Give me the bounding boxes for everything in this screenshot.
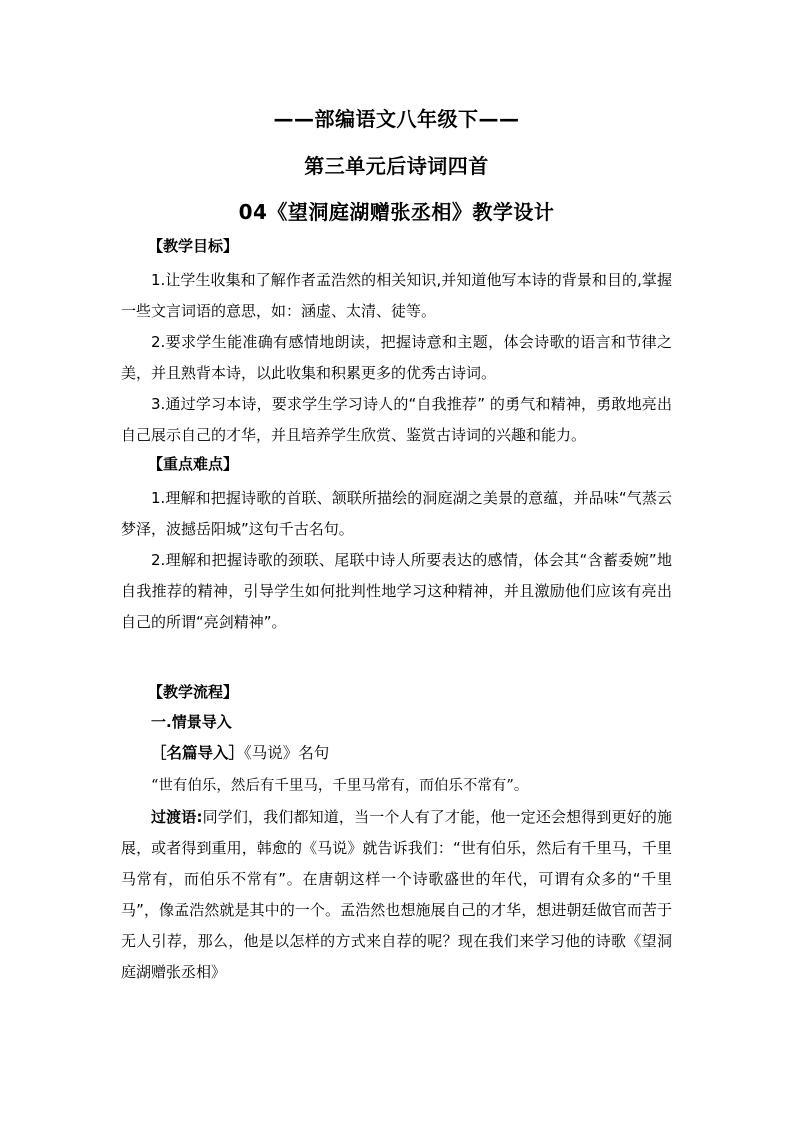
famous-intro-label: ［名篇导入］ [151, 744, 245, 762]
famous-quote: “世有伯乐，然后有千里马，千里马常有，而伯乐不常有”。 [151, 778, 529, 794]
objective-item: 1.让学生收集和了解作者孟浩然的相关知识,并知道他写本诗的背景和目的,掌握一些文言词语的意思，如：涵虚、太清、徒等。 [121, 271, 672, 320]
step-1-heading: 一.情景导入 [151, 713, 232, 731]
famous-intro-line [121, 741, 672, 765]
key-points-heading: 【重点难点】 [148, 455, 239, 473]
key-point-item: 2.理解和把握诗歌的颈联、尾联中诗人所要表达的感情，体会其“含蓄委婉”地自我推荐的精神，引导学生如何批判性地学习这种精神，并且激励他们应该有亮出自己的所谓“亮剑精神”。 [121, 551, 672, 631]
key-point-item: 1.理解和把握诗歌的首联、颔联所描绘的洞庭湖之美景的意蕴，并品味“气蒸云梦泽，波撼岳阳城”这句千古名句。 [121, 489, 672, 538]
transition-text: 同学们，我们都知道，当一个人有了才能，他一定还会想得到更好的施展，或者得到重用，韩愈的《马说》就告诉我们：“世有伯乐，然后有千里马，千里马常有，而伯乐不常有”。在唐朝这样一个诗歌盛世的年代，可谓有众多的“千里马”，像孟浩然就是其中的一个。孟浩然也想施展自己的才华，想进朝廷做官而苦于无人引荐，那么，他是以怎样的方式来自荐的呢？现在我们来学习他的诗歌《望洞庭湖赠张丞相》 [121, 808, 673, 981]
famous-intro-text: 《马说》名句 [244, 744, 330, 762]
key-points-section [121, 454, 672, 638]
objectives-heading: 【教学目标】 [148, 237, 239, 255]
objective-item: 2.要求学生能准确有感情地朗读，把握诗意和主题，体会诗歌的语言和节律之美，并且熟背本诗，以此收集和积累更多的优秀古诗词。 [121, 333, 672, 382]
objective-item: 3.通过学习本诗，要求学生学习诗人的“自我推荐” 的勇气和精神，勇敢地亮出自己展示自己的才华，并且培养学生欣赏、鉴赏古诗词的兴趣和能力。 [121, 395, 672, 444]
series-title: ——部编语文八年级下—— [273, 107, 520, 131]
lesson-title: 04《望洞庭湖赠张丞相》教学设计 [238, 200, 555, 224]
transition-paragraph [121, 802, 672, 988]
unit-title: 第三单元后诗词四首 [304, 154, 489, 178]
process-section [121, 682, 672, 988]
objectives-section [121, 236, 672, 451]
transition-label: 过渡语: [151, 808, 203, 826]
process-heading: 【教学流程】 [148, 683, 239, 701]
